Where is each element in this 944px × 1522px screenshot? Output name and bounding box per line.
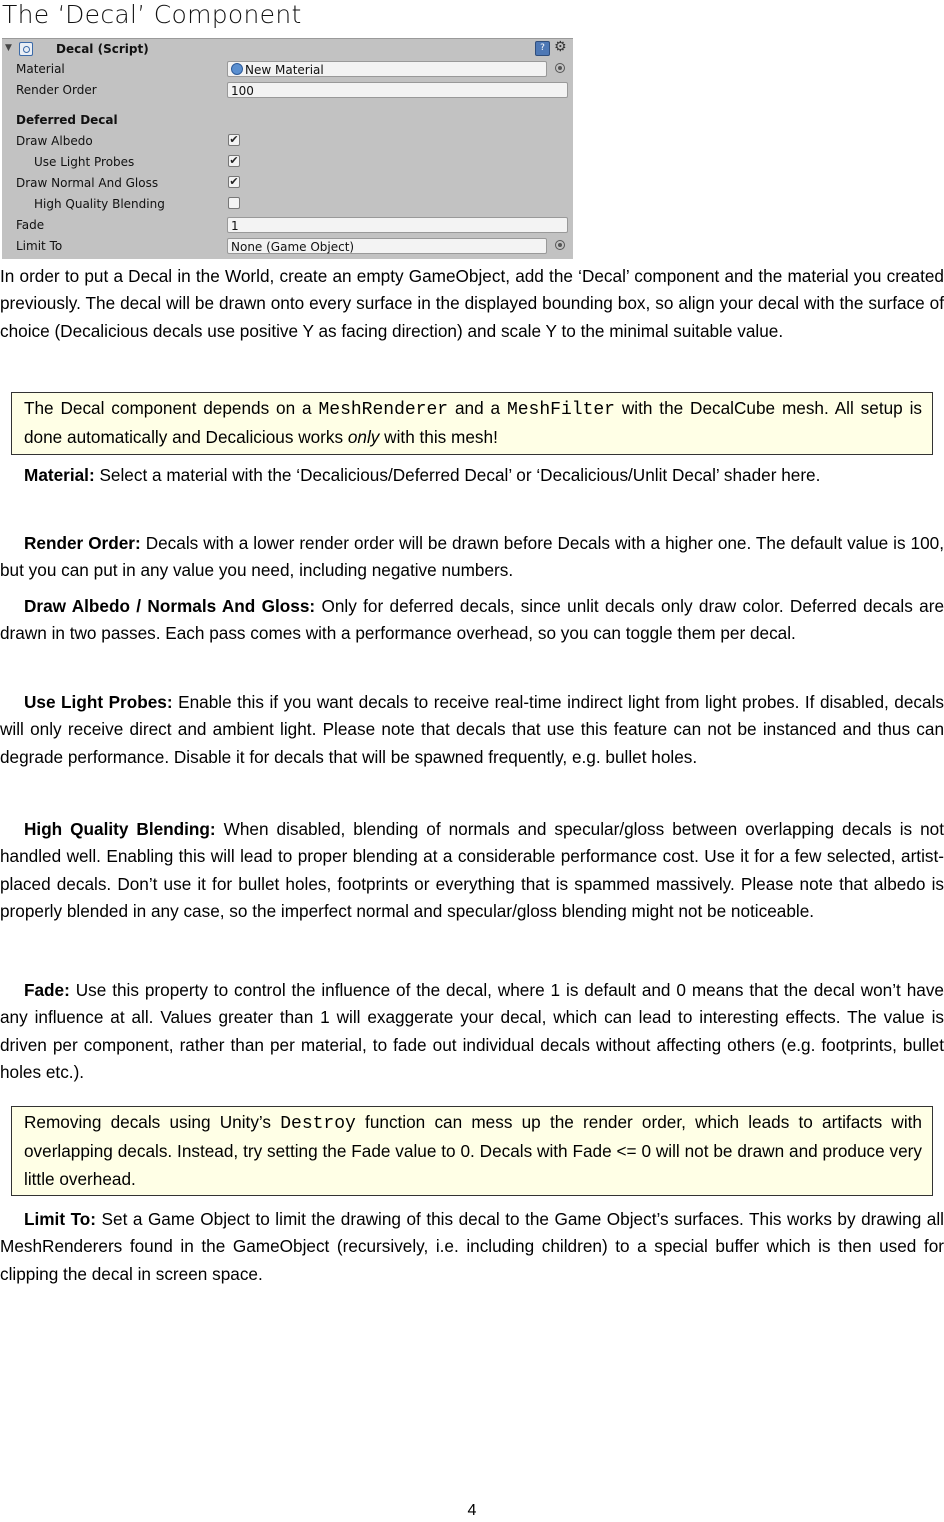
help-icon[interactable]: ?	[535, 41, 550, 56]
section-header: Deferred Decal	[16, 113, 118, 127]
intro-paragraph: In order to put a Decal in the World, create an empty GameObject, add the ‘Decal’ component and the material you created previously. The decal will be drawn onto every surface in the displayed bounding box, so align your decal with the surface of choice (Decalicious decals use positive Y as facing direction) and scale Y to the minimal suitable value.	[0, 266, 944, 341]
render-order-row	[2, 81, 573, 101]
draw-normal-label: Draw Normal And Gloss	[16, 176, 159, 190]
term: Fade:	[24, 980, 70, 1000]
use-light-probes-row	[2, 153, 573, 173]
note-text: and a	[448, 398, 507, 418]
gear-icon[interactable]: ⚙	[554, 39, 567, 55]
object-picker-icon[interactable]	[555, 63, 565, 73]
term: Use Light Probes:	[24, 692, 173, 712]
hq-blending-paragraph	[0, 816, 944, 925]
component-header[interactable]	[2, 39, 573, 60]
code-meshrenderer: MeshRenderer	[318, 400, 449, 420]
material-value: New Material	[245, 63, 324, 77]
fade-paragraph	[0, 977, 944, 1086]
term: High Quality Blending:	[24, 819, 216, 839]
component-title: Decal (Script)	[56, 42, 149, 56]
material-field[interactable]	[227, 61, 547, 77]
description: Set a Game Object to limit the drawing of this decal to the Game Object’s surfaces. This works by drawing all MeshRenderers found in the GameObject (recursively, i.e. including children) to a special buffer which is then used for clipping the decal in screen space.	[0, 1209, 944, 1284]
draw-normal-row	[2, 174, 573, 194]
limit-to-paragraph	[0, 1206, 944, 1288]
use-light-probes-label: Use Light Probes	[34, 155, 135, 169]
term: Limit To:	[24, 1209, 97, 1229]
description: Select a material with the ‘Decalicious/Deferred Decal’ or ‘Decalicious/Unlit Decal’ shader here.	[94, 465, 821, 485]
material-label: Material	[16, 62, 65, 76]
render-order-paragraph	[0, 530, 944, 585]
draw-albedo-row	[2, 132, 573, 152]
note-text: with the DecalCube mesh. All setup is done automatically and Decalicious works	[24, 398, 922, 448]
material-icon	[231, 63, 243, 75]
term: Material:	[24, 465, 95, 485]
limit-to-field[interactable]: None (Game Object)	[227, 238, 547, 254]
draw-normal-checkbox[interactable]: ✔	[229, 175, 239, 188]
code-meshfilter: MeshFilter	[506, 400, 615, 420]
description: Only for deferred decals, since unlit decals only draw color. Deferred decals are drawn in two passes. Each pass comes with a performance overhead, so you can toggle them per decal.	[0, 596, 944, 644]
note-emphasis: only	[347, 427, 380, 448]
deferred-decal-section	[2, 111, 573, 131]
light-probes-paragraph	[0, 689, 944, 771]
description: Use this property to control the influence of the decal, where 1 is default and 0 means that the decal won’t have any influence at all. Values greater than 1 will exaggerate your decal, which can lead to interesting effects. The value is driven per component, rather than per material, to fade out individual decals without affecting others (e.g. footprints, bullet holes etc.).	[0, 980, 944, 1082]
draw-albedo-checkbox[interactable]: ✔	[229, 133, 239, 146]
script-icon	[19, 42, 33, 56]
page-number: 4	[467, 1502, 477, 1519]
hq-blending-label: High Quality Blending	[34, 197, 165, 211]
inspector-panel	[2, 38, 573, 259]
description: Decals with a lower render order will be drawn before Decals with a higher one. The default value is 100, but you can put in any value you need, including negative numbers.	[0, 533, 944, 581]
limit-to-label: Limit To	[16, 239, 63, 253]
object-picker-icon[interactable]	[555, 240, 565, 250]
term: Draw Albedo / Normals And Gloss:	[24, 596, 316, 616]
note-text: function can mess up the render order, which leads to artifacts with overlapping decals. Instead, try setting the Fade value to 0. Decals with Fade <= 0 will not be drawn and produce very little overhead.	[24, 1112, 922, 1189]
hq-blending-row	[2, 195, 573, 215]
use-light-probes-checkbox[interactable]: ✔	[229, 154, 239, 167]
note-text: The Decal component depends on a	[24, 398, 319, 418]
fade-row	[2, 216, 573, 236]
note-text: Removing decals using Unity’s	[24, 1112, 281, 1132]
page-title: The ‘Decal’ Component	[2, 0, 302, 29]
render-order-label: Render Order	[16, 83, 97, 97]
note-box	[11, 392, 933, 455]
term: Render Order:	[24, 533, 141, 553]
description: When disabled, blending of normals and specular/gloss between overlapping decals is not handled well. Enabling this will lead to proper blending at a considerable performance cost. Use it for a few selected, artist-placed decals. Don’t use it for bullet holes, footprints or everything that is spammed massively. Please note that albedo is properly blended in any case, so the imperfect normal and specular/gloss blending might not be noticeable.	[0, 819, 944, 921]
warning-box	[11, 1106, 933, 1196]
description: Enable this if you want decals to receive real-time indirect light from light probes. If disabled, decals will only receive direct and ambient light. Please note that decals that use this feature can not be instanced and thus can degrade performance. Disable it for decals that will be spawned frequently, e.g. bullet holes.	[0, 692, 944, 767]
note-text: with this mesh!	[379, 427, 498, 448]
material-paragraph	[0, 462, 944, 489]
fade-input[interactable]: 1	[227, 217, 568, 233]
material-row	[2, 60, 573, 80]
draw-albedo-label: Draw Albedo	[16, 134, 93, 148]
hq-blending-checkbox[interactable]	[228, 197, 240, 209]
draw-albedo-paragraph	[0, 593, 944, 648]
foldout-arrow-icon[interactable]: ▼	[5, 43, 12, 53]
render-order-input[interactable]: 100	[227, 82, 568, 98]
fade-label: Fade	[16, 218, 45, 232]
code-destroy: Destroy	[280, 1114, 356, 1134]
limit-to-row	[2, 237, 573, 257]
